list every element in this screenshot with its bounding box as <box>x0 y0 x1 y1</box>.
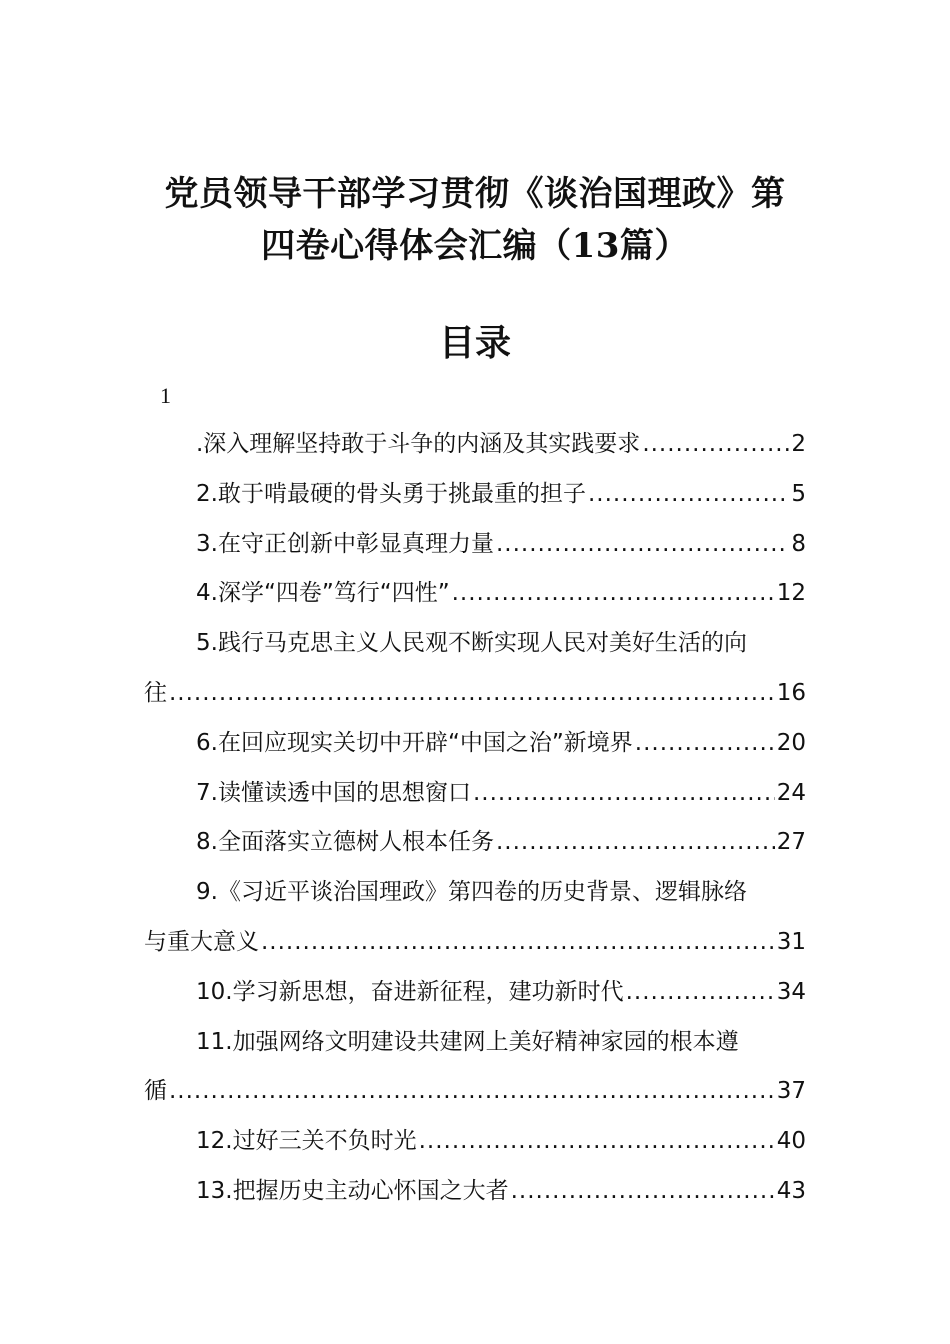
toc-entry-title: 10.学习新思想，奋进新征程，建功新时代 <box>196 979 624 1005</box>
toc-entry-5-line-2[interactable] <box>144 677 806 709</box>
toc-leader-dots <box>494 826 775 858</box>
toc-entry-page: 20 <box>776 730 806 756</box>
toc-entry-page: 43 <box>776 1178 806 1204</box>
toc-entry-13[interactable] <box>196 1175 806 1207</box>
toc-leader-dots <box>509 1175 775 1207</box>
toc-leader-dots <box>633 727 775 759</box>
toc-entry-page: 8 <box>791 531 806 557</box>
stray-number: 1 <box>160 383 171 408</box>
toc-entry-1[interactable] <box>196 428 806 460</box>
toc-entry-page: 16 <box>776 680 806 706</box>
toc-entry-6[interactable] <box>196 727 806 759</box>
toc-leader-dots <box>471 777 775 809</box>
toc-entry-2[interactable] <box>196 478 806 510</box>
toc-entry-10[interactable] <box>196 976 806 1008</box>
toc-entry-page: 27 <box>776 829 806 855</box>
toc-leader-dots <box>167 677 775 709</box>
toc-entry-page: 37 <box>776 1078 806 1104</box>
toc-entry-9-line-2[interactable] <box>144 926 806 958</box>
toc-entry-title: 8.全面落实立德树人根本任务 <box>196 829 494 855</box>
toc-entry-title: 6.在回应现实关切中开辟“中国之治”新境界 <box>196 730 633 756</box>
toc-entry-title-continued: 循 <box>144 1078 167 1104</box>
toc-entry-title: 13.把握历史主动心怀国之大者 <box>196 1178 509 1204</box>
toc-entry-page: 5 <box>791 481 806 507</box>
toc-entry-page: 24 <box>776 780 806 806</box>
toc-entry-title: .深入理解坚持敢于斗争的内涵及其实践要求 <box>196 431 641 457</box>
toc-entry-4[interactable] <box>196 577 806 609</box>
toc-entry-3[interactable] <box>196 528 806 560</box>
toc-entry-8[interactable] <box>196 826 806 858</box>
toc-leader-dots <box>259 926 775 958</box>
toc-leader-dots <box>624 976 775 1008</box>
toc-entry-title: 5.践行马克思主义人民观不断实现人民对美好生活的向 <box>196 630 747 656</box>
toc-entry-page: 2 <box>791 431 806 457</box>
toc-entry-title: 9.《习近平谈治国理政》第四卷的历史背景、逻辑脉络 <box>196 879 747 905</box>
toc-entry-page: 12 <box>776 580 806 606</box>
toc-leader-dots <box>494 528 789 560</box>
toc-entry-title: 4.深学“四卷”笃行“四性” <box>196 580 450 606</box>
toc-entry-title: 12.过好三关不负时光 <box>196 1128 417 1154</box>
toc-entry-title-continued: 往 <box>144 680 167 706</box>
toc-leader-dots <box>586 478 789 510</box>
toc-leader-dots <box>417 1125 775 1157</box>
toc-entry-11-line-1[interactable] <box>196 1026 806 1058</box>
toc-entry-title: 7.读懂读透中国的思想窗口 <box>196 780 471 806</box>
toc-entry-11-line-2[interactable] <box>144 1075 806 1107</box>
toc-entry-title: 11.加强网络文明建设共建网上美好精神家园的根本遵 <box>196 1029 739 1055</box>
toc-entry-12[interactable] <box>196 1125 806 1157</box>
document-title-line-2: 四卷心得体会汇编（13篇） <box>261 226 689 266</box>
toc-heading: 目录 <box>438 322 511 364</box>
toc-entry-7[interactable] <box>196 777 806 809</box>
toc-entry-title: 2.敢于啃最硬的骨头勇于挑最重的担子 <box>196 481 586 507</box>
toc-entry-page: 34 <box>776 979 806 1005</box>
document-title-line-1: 党员领导干部学习贯彻《谈治国理政》第 <box>164 174 786 214</box>
toc-entry-title-continued: 与重大意义 <box>144 929 259 955</box>
toc-entry-page: 40 <box>776 1128 806 1154</box>
toc-leader-dots <box>167 1075 775 1107</box>
toc-entry-9-line-1[interactable] <box>196 876 806 908</box>
toc-entry-5-line-1[interactable] <box>196 627 806 659</box>
toc-leader-dots <box>450 577 775 609</box>
toc-entry-page: 31 <box>776 929 806 955</box>
toc-entry-title: 3.在守正创新中彰显真理力量 <box>196 531 494 557</box>
toc-leader-dots <box>640 428 789 460</box>
